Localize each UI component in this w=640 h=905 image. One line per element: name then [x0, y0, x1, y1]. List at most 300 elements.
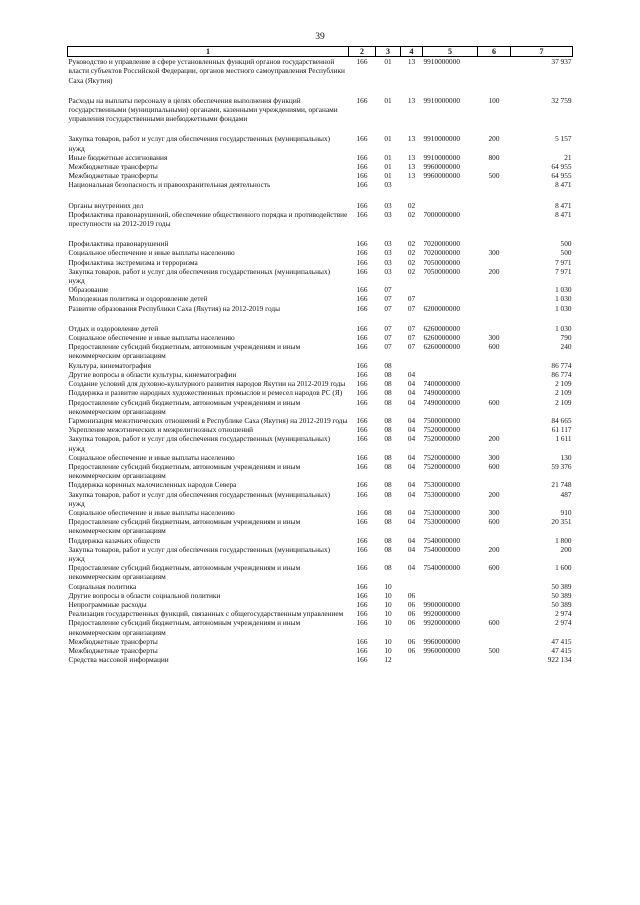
row-ministry-code: 166	[356, 209, 368, 219]
spacer-row	[68, 190, 573, 201]
row-amount: 50 389	[551, 599, 572, 609]
row-subsection-code	[401, 655, 423, 664]
row-ministry-code: 166	[356, 294, 368, 304]
row-section-code: 10	[384, 618, 392, 628]
row-amount: 21 748	[551, 480, 572, 490]
row-name: Закупка товаров, работ и услуг для обеспечения государственных (муниципальных) нужд	[68, 489, 331, 508]
table-row	[68, 508, 573, 517]
row-amount: 1 030	[555, 285, 572, 295]
row-expense-type: 300	[488, 452, 500, 462]
row-target-code	[423, 294, 478, 303]
row-target-code: 7530000000	[423, 480, 460, 490]
row-section-code: 01	[384, 57, 392, 67]
row-ministry-code: 166	[356, 517, 368, 527]
row-amount: 8 471	[555, 209, 572, 219]
row-subsection-code: 04	[407, 397, 416, 407]
table-body	[68, 57, 573, 665]
row-target-code: 7530000000	[423, 517, 460, 527]
table-row	[68, 646, 573, 655]
row-amount: 130	[560, 452, 572, 462]
row-name: Поддержка коренных малочисленных народов Севера	[68, 480, 237, 490]
row-section-code: 07	[384, 303, 392, 313]
table-row	[68, 239, 573, 248]
row-subsection-code: 13	[407, 95, 416, 105]
row-target-code: 9960000000	[423, 162, 460, 172]
row-subsection-code: 13	[407, 171, 416, 181]
row-section-code: 10	[384, 590, 392, 600]
column-header-7: 7	[511, 47, 573, 57]
table-row	[68, 434, 573, 452]
row-section-code: 03	[384, 248, 392, 258]
row-expense-type	[478, 285, 511, 294]
table-row	[68, 379, 573, 388]
row-expense-type: 100	[488, 95, 500, 105]
row-ministry-code: 166	[356, 636, 368, 646]
spacer-row	[68, 85, 573, 96]
row-expense-type	[478, 180, 511, 189]
row-section-code: 08	[384, 480, 392, 490]
row-name: Предоставление субсидий бюджетным, автономным учреждениям и иным некоммерческим организациям	[68, 461, 301, 481]
row-expense-type	[478, 210, 511, 228]
row-subsection-code: 06	[407, 590, 416, 600]
row-target-code	[423, 201, 478, 210]
row-subsection-code: 04	[407, 379, 416, 389]
row-name: Профилактика правонарушений, обеспечение общественного порядка и противодействие преступности на 2012-2019 годы	[68, 209, 348, 229]
spacer-cell	[68, 313, 573, 324]
row-expense-type	[478, 591, 511, 600]
row-target-code: 7530000000	[423, 489, 460, 499]
row-expense-type	[478, 536, 511, 545]
row-expense-type	[478, 655, 511, 664]
table-row	[68, 453, 573, 462]
table-row	[68, 153, 573, 162]
row-name: Поддержка казачьих обществ	[68, 535, 161, 545]
column-header-1: 1	[68, 47, 349, 57]
row-target-code: 7490000000	[423, 397, 460, 407]
row-section-code: 10	[384, 645, 392, 655]
row-amount: 2 109	[555, 388, 572, 398]
row-name: Социальное обеспечение и иные выплаты населению	[68, 333, 235, 343]
row-expense-type: 200	[488, 489, 500, 499]
row-subsection-code	[401, 180, 423, 189]
table-row	[68, 248, 573, 257]
row-target-code	[423, 370, 478, 379]
row-expense-type: 300	[488, 507, 500, 517]
row-name: Руководство и управление в сфере установленных функций органов государственной власти субъектов Российской Федерации, органов местного самоуправления Республики Саха (Якутия)	[68, 57, 345, 85]
row-subsection-code: 13	[407, 162, 416, 172]
row-target-code: 6260000000	[423, 342, 460, 352]
table-row	[68, 425, 573, 434]
row-target-code: 7520000000	[423, 461, 460, 471]
column-header-4: 4	[401, 47, 423, 57]
row-name: Непрограммные расходы	[68, 599, 147, 609]
row-name: Закупка товаров, работ и услуг для обеспечения государственных (муниципальных) нужд	[68, 544, 331, 563]
table-row	[68, 333, 573, 342]
row-section-code: 01	[384, 162, 392, 172]
table-row	[68, 609, 573, 618]
row-ministry-code: 166	[356, 581, 368, 591]
row-ministry-code: 166	[356, 563, 368, 573]
row-ministry-code: 166	[356, 342, 368, 352]
row-name: Предоставление субсидий бюджетным, автономным учреждениям и иным некоммерческим организациям	[68, 618, 301, 637]
row-section-code: 08	[384, 379, 392, 389]
row-ministry-code: 166	[356, 200, 368, 210]
table-row	[68, 416, 573, 425]
row-name: Закупка товаров, работ и услуг для обеспечения государственных (муниципальных) нужд	[68, 266, 331, 286]
row-section-code: 10	[384, 581, 392, 591]
row-expense-type	[478, 57, 511, 85]
row-expense-type	[478, 324, 511, 333]
row-amount: 37 937	[551, 57, 572, 67]
row-name: Органы внутренних дел	[68, 200, 144, 210]
table-row	[68, 267, 573, 285]
row-amount: 8 471	[555, 180, 572, 190]
row-subsection-code: 02	[407, 239, 416, 249]
row-expense-type: 500	[488, 171, 500, 181]
row-target-code: 9910000000	[423, 57, 460, 67]
row-amount: 2 974	[555, 618, 572, 628]
row-amount: 1 030	[555, 294, 572, 304]
row-amount: 1 030	[555, 323, 572, 333]
row-target-code	[423, 655, 478, 664]
row-subsection-code: 04	[407, 434, 416, 444]
row-section-code: 03	[384, 266, 392, 276]
table-row	[68, 210, 573, 228]
row-expense-type: 600	[488, 618, 500, 628]
row-amount: 922 134	[547, 655, 572, 665]
row-expense-type: 600	[488, 563, 500, 573]
row-amount: 86 774	[551, 369, 572, 379]
row-name: Другие вопросы в области культуры, кинематографии	[68, 369, 237, 379]
table-row	[68, 536, 573, 545]
row-amount: 910	[560, 507, 572, 517]
row-subsection-code: 06	[407, 636, 416, 646]
table-row	[68, 582, 573, 591]
row-section-code: 03	[384, 239, 392, 249]
row-amount: 1 800	[555, 535, 572, 545]
row-amount: 1 600	[555, 563, 572, 573]
row-subsection-code: 02	[407, 266, 416, 276]
row-expense-type	[478, 609, 511, 618]
row-name: Социальное обеспечение и иные выплаты населению	[68, 507, 235, 517]
row-target-code	[423, 285, 478, 294]
row-expense-type	[478, 361, 511, 370]
row-expense-type	[478, 379, 511, 388]
row-ministry-code: 166	[356, 480, 368, 490]
row-subsection-code	[401, 582, 423, 591]
row-name: Социальная политика	[68, 581, 137, 591]
row-name: Закупка товаров, работ и услуг для обеспечения государственных (муниципальных) нужд	[68, 134, 331, 153]
row-subsection-code: 07	[407, 294, 416, 304]
row-amount: 20 351	[551, 517, 572, 527]
row-ministry-code: 166	[356, 397, 368, 407]
row-name: Иные бюджетные ассигнования	[68, 152, 168, 162]
row-name: Поддержка и развитие народных художественных промыслов и ремесел народов РС (Я)	[68, 388, 343, 398]
row-amount: 487	[560, 489, 572, 499]
row-expense-type	[478, 201, 511, 210]
row-ministry-code: 166	[356, 180, 368, 190]
row-subsection-code: 04	[407, 369, 416, 379]
row-ministry-code: 166	[356, 257, 368, 267]
row-subsection-code: 04	[407, 489, 416, 499]
table-row	[68, 285, 573, 294]
row-ministry-code: 166	[356, 535, 368, 545]
spacer-row	[68, 123, 573, 134]
row-expense-type	[478, 416, 511, 425]
row-ministry-code: 166	[356, 599, 368, 609]
table-row	[68, 258, 573, 267]
row-expense-type	[478, 370, 511, 379]
row-amount: 200	[560, 544, 572, 554]
row-expense-type: 200	[488, 434, 500, 444]
row-name: Профилактика экстремизма и терроризма	[68, 257, 198, 267]
row-name: Отдых и оздоровление детей	[68, 323, 159, 333]
row-ministry-code: 166	[356, 162, 368, 172]
row-subsection-code: 04	[407, 563, 416, 573]
row-section-code: 08	[384, 535, 392, 545]
row-subsection-code: 06	[407, 645, 416, 655]
table-row	[68, 162, 573, 171]
row-section-code: 08	[384, 544, 392, 554]
row-expense-type: 600	[488, 342, 500, 352]
row-subsection-code: 04	[407, 461, 416, 471]
row-name: Реализация государственных функций, связанных с общегосударственным управлением	[68, 609, 344, 619]
row-amount: 86 774	[551, 360, 572, 370]
spacer-row	[68, 313, 573, 324]
table-row	[68, 171, 573, 180]
row-section-code: 08	[384, 360, 392, 370]
budget-table	[67, 46, 573, 664]
row-ministry-code: 166	[356, 590, 368, 600]
row-target-code	[423, 582, 478, 591]
table-row	[68, 517, 573, 535]
row-subsection-code: 07	[407, 323, 416, 333]
row-section-code: 10	[384, 636, 392, 646]
row-subsection-code	[401, 361, 423, 370]
row-amount: 5 157	[555, 134, 572, 144]
row-subsection-code: 04	[407, 388, 416, 398]
row-subsection-code: 04	[407, 507, 416, 517]
table-row	[68, 563, 573, 581]
row-ministry-code: 166	[356, 171, 368, 181]
row-amount: 240	[560, 342, 572, 352]
row-ministry-code: 166	[356, 379, 368, 389]
row-target-code: 6200000000	[423, 303, 460, 313]
row-ministry-code: 166	[356, 415, 368, 425]
row-target-code: 7020000000	[423, 248, 460, 258]
row-subsection-code: 02	[407, 200, 416, 210]
table-row	[68, 134, 573, 152]
table-row	[68, 655, 573, 664]
row-amount: 500	[560, 239, 572, 249]
table-row	[68, 490, 573, 508]
row-section-code: 01	[384, 95, 392, 105]
row-amount: 32 759	[551, 95, 572, 105]
row-expense-type: 600	[488, 397, 500, 407]
row-section-code: 07	[384, 323, 392, 333]
spacer-row	[68, 228, 573, 239]
row-subsection-code: 04	[407, 535, 416, 545]
row-ministry-code: 166	[356, 645, 368, 655]
row-name: Предоставление субсидий бюджетным, автономным учреждениям и иным некоммерческим организациям	[68, 397, 301, 416]
row-amount: 50 389	[551, 581, 572, 591]
row-subsection-code: 13	[407, 134, 416, 144]
row-name: Межбюджетные трансферты	[68, 162, 158, 172]
row-name: Национальная безопасность и правоохранительная деятельность	[68, 180, 271, 190]
row-subsection-code	[401, 285, 423, 294]
row-ministry-code: 166	[356, 609, 368, 619]
row-expense-type	[478, 637, 511, 646]
column-header-3: 3	[376, 47, 401, 57]
table-row	[68, 201, 573, 210]
row-subsection-code: 07	[407, 303, 416, 313]
row-target-code	[423, 180, 478, 189]
row-ministry-code: 166	[356, 95, 368, 105]
table-row	[68, 304, 573, 313]
row-target-code: 7530000000	[423, 507, 460, 517]
row-expense-type	[478, 162, 511, 171]
row-amount: 50 389	[551, 590, 572, 600]
row-name: Профилактика правонарушений	[68, 239, 169, 249]
row-name: Развитие образования Республики Саха (Якутия) на 2012-2019 годы	[68, 303, 281, 313]
row-target-code: 7490000000	[423, 388, 460, 398]
spacer-cell	[68, 123, 573, 134]
row-section-code: 08	[384, 452, 392, 462]
row-ministry-code: 166	[356, 425, 368, 435]
row-name: Закупка товаров, работ и услуг для обеспечения государственных (муниципальных) нужд	[68, 434, 331, 453]
row-ministry-code: 166	[356, 248, 368, 258]
row-target-code: 9910000000	[423, 95, 460, 105]
page-number: 39	[315, 32, 325, 42]
column-header-6: 6	[478, 47, 511, 57]
row-subsection-code: 02	[407, 257, 416, 267]
row-ministry-code: 166	[356, 507, 368, 517]
row-target-code: 7050000000	[423, 266, 460, 276]
row-ministry-code: 166	[356, 303, 368, 313]
row-ministry-code: 166	[356, 544, 368, 554]
column-header-5: 5	[423, 47, 478, 57]
row-name: Укрепление межэтнических и межрелигиозных отношений	[68, 425, 254, 435]
row-section-code: 03	[384, 209, 392, 219]
row-subsection-code: 04	[407, 517, 416, 527]
row-section-code: 08	[384, 489, 392, 499]
row-ministry-code: 166	[356, 489, 368, 499]
row-subsection-code: 04	[407, 480, 416, 490]
row-expense-type: 500	[488, 645, 500, 655]
row-amount: 500	[560, 248, 572, 258]
row-amount: 61 117	[551, 425, 572, 435]
row-section-code: 08	[384, 517, 392, 527]
row-target-code: 9960000000	[423, 171, 460, 181]
table-header	[68, 47, 573, 57]
row-expense-type	[478, 388, 511, 397]
row-section-code: 07	[384, 285, 392, 295]
row-amount: 7 971	[555, 266, 572, 276]
row-ministry-code: 166	[356, 618, 368, 628]
row-section-code: 08	[384, 563, 392, 573]
row-expense-type	[478, 600, 511, 609]
table-row	[68, 600, 573, 609]
row-expense-type	[478, 582, 511, 591]
row-target-code: 9960000000	[423, 636, 460, 646]
row-amount: 2 974	[555, 609, 572, 619]
row-name: Другие вопросы в области социальной политики	[68, 590, 221, 600]
row-subsection-code: 13	[407, 152, 416, 162]
row-subsection-code: 06	[407, 609, 416, 619]
row-target-code: 9920000000	[423, 609, 460, 619]
row-target-code	[423, 591, 478, 600]
row-target-code: 7520000000	[423, 452, 460, 462]
table-row	[68, 96, 573, 124]
row-subsection-code: 04	[407, 452, 416, 462]
row-section-code: 08	[384, 434, 392, 444]
row-section-code: 03	[384, 200, 392, 210]
row-amount: 8 471	[555, 200, 572, 210]
row-amount: 21	[564, 152, 572, 162]
row-ministry-code: 166	[356, 333, 368, 343]
row-subsection-code: 02	[407, 209, 416, 219]
row-expense-type: 200	[488, 266, 500, 276]
row-amount: 2 109	[555, 379, 572, 389]
row-subsection-code: 13	[407, 57, 416, 67]
row-amount: 47 415	[551, 645, 572, 655]
row-target-code: 7540000000	[423, 563, 460, 573]
row-name: Средства массовой информации	[68, 655, 169, 665]
row-expense-type: 600	[488, 517, 500, 527]
row-name: Социальное обеспечение и иные выплаты населению	[68, 452, 235, 462]
row-target-code	[423, 361, 478, 370]
table-row	[68, 388, 573, 397]
row-section-code: 01	[384, 152, 392, 162]
row-ministry-code: 166	[356, 369, 368, 379]
table-row	[68, 462, 573, 480]
row-name: Расходы на выплаты персоналу в целях обеспечения выполнения функций государственными (муниципальными) органами, казенными учреждениями, органами управления государственными внебюджетными фондами	[68, 95, 338, 124]
row-target-code: 9910000000	[423, 134, 460, 144]
row-expense-type	[478, 258, 511, 267]
row-section-code: 08	[384, 461, 392, 471]
row-section-code: 07	[384, 294, 392, 304]
row-subsection-code: 07	[407, 342, 416, 352]
row-target-code: 7520000000	[423, 434, 460, 444]
row-amount: 1 030	[555, 303, 572, 313]
row-ministry-code: 166	[356, 152, 368, 162]
table-row	[68, 370, 573, 379]
row-section-code: 10	[384, 599, 392, 609]
row-ministry-code: 166	[356, 434, 368, 444]
row-section-code: 03	[384, 180, 392, 190]
spacer-cell	[68, 228, 573, 239]
row-name: Предоставление субсидий бюджетным, автономным учреждениям и иным некоммерческим организациям	[68, 517, 301, 536]
table-row	[68, 591, 573, 600]
row-target-code: 9960000000	[423, 645, 460, 655]
table-row	[68, 637, 573, 646]
row-section-code: 08	[384, 507, 392, 517]
row-section-code: 07	[384, 333, 392, 343]
row-target-code: 9910000000	[423, 152, 460, 162]
row-amount: 7 971	[555, 257, 572, 267]
row-target-code: 7540000000	[423, 544, 460, 554]
row-section-code: 08	[384, 388, 392, 398]
row-subsection-code: 04	[407, 544, 416, 554]
row-name: Образование	[68, 285, 109, 295]
row-ministry-code: 166	[356, 266, 368, 276]
table-row	[68, 480, 573, 489]
row-section-code: 01	[384, 134, 392, 144]
row-section-code: 08	[384, 397, 392, 407]
column-header-2: 2	[349, 47, 376, 57]
row-expense-type: 200	[488, 544, 500, 554]
row-name: Гармонизация межэтнических отношений в Республике Саха (Якутия) на 2012-2019 годы	[68, 415, 348, 425]
